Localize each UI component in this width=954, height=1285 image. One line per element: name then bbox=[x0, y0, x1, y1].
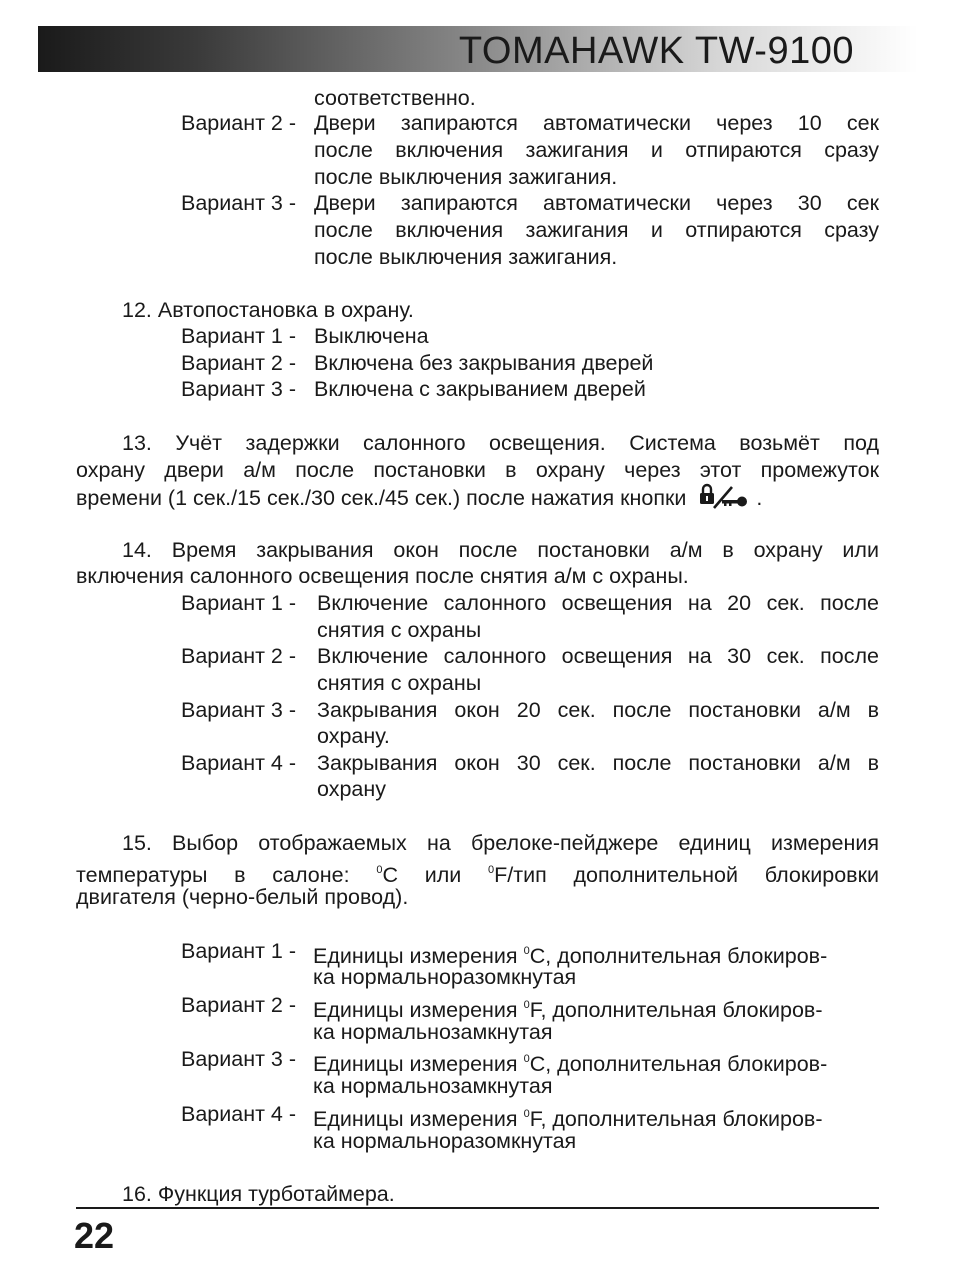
variant-text: снятия с охраны bbox=[317, 618, 482, 642]
variant-text: ка нормальнозамкнутая bbox=[313, 1074, 553, 1098]
variant-label: Вариант 4 - bbox=[181, 751, 297, 775]
variant-text: ка нормальнозамкнутая bbox=[313, 1020, 553, 1044]
paragraph-line: 14. Время закрывания окон после постановки а/м в охрану или bbox=[122, 538, 879, 562]
paragraph-text: . bbox=[756, 486, 763, 510]
variant-text-part: Единицы измерения bbox=[313, 998, 518, 1022]
variant-label: Вариант 1 - bbox=[181, 939, 297, 963]
variant-text: Включена без закрывания дверей bbox=[314, 351, 654, 375]
paragraph-line: включения салонного освещения после снятия а/м с охраны. bbox=[76, 564, 689, 588]
lock-key-button-icon bbox=[698, 483, 750, 516]
variant-text: охрану bbox=[317, 777, 387, 801]
variant-text: Включение салонного освещения на 30 сек. после bbox=[317, 644, 879, 668]
paragraph-line: 13. Учёт задержки салонного освещения. Система возьмёт под bbox=[122, 431, 879, 455]
variant-label: Вариант 1 - bbox=[181, 324, 297, 348]
degree-sign: 0 bbox=[523, 945, 530, 957]
variant-text: Закрывания окон 20 сек. после постановки а/м в bbox=[317, 698, 879, 722]
paragraph-line: охрану двери а/м после постановки в охрану через этот промежуток bbox=[76, 458, 879, 482]
variant-text: Двери запираются автоматически через 30 сек bbox=[314, 191, 879, 215]
footer-divider bbox=[76, 1207, 879, 1209]
paragraph-line: 15. Выбор отображаемых на брелоке-пейджере единиц измерения bbox=[122, 831, 879, 855]
variant-text: после выключения зажигания. bbox=[314, 245, 618, 269]
continuation-line: соответственно. bbox=[314, 86, 476, 110]
variant-label: Вариант 3 - bbox=[181, 1047, 297, 1071]
paragraph-line: двигателя (черно-белый провод). bbox=[76, 885, 409, 909]
variant-text: Включена с закрыванием дверей bbox=[314, 377, 646, 401]
section-heading: 12. Автопостановка в охрану. bbox=[122, 298, 414, 322]
variant-label: Вариант 2 - bbox=[181, 351, 297, 375]
variant-text: охрану. bbox=[317, 724, 390, 748]
variant-text-part: C, дополнительная блокиров- bbox=[529, 944, 828, 968]
variant-text-part: Единицы измерения bbox=[313, 1052, 518, 1076]
variant-text: снятия с охраны bbox=[317, 671, 482, 695]
variant-label: Вариант 3 - bbox=[181, 191, 297, 215]
variant-text: Закрывания окон 30 сек. после постановки а/м в bbox=[317, 751, 879, 775]
page-title: TOMAHAWK TW-9100 bbox=[458, 30, 854, 72]
degree-sign: 0 bbox=[376, 864, 383, 876]
paragraph-text: F/тип дополнительной блокировки bbox=[494, 863, 879, 887]
variant-text: после выключения зажигания. bbox=[314, 165, 618, 189]
variant-text: после включения зажигания и отпираются сразу bbox=[314, 138, 879, 162]
section-heading: 16. Функция турботаймера. bbox=[122, 1182, 395, 1206]
variant-label: Вариант 1 - bbox=[181, 591, 297, 615]
variant-text-part: F, дополнительная блокиров- bbox=[529, 998, 823, 1022]
variant-label: Вариант 3 - bbox=[181, 377, 297, 401]
variant-text-part: C, дополнительная блокиров- bbox=[529, 1052, 828, 1076]
degree-sign: 0 bbox=[523, 1053, 530, 1065]
variant-text: Выключена bbox=[314, 324, 429, 348]
variant-label: Вариант 2 - bbox=[181, 644, 297, 668]
paragraph-text: времени (1 сек./15 сек./30 сек./45 сек.) после нажатия кнопки bbox=[76, 486, 687, 510]
variant-text-part: Единицы измерения bbox=[313, 1107, 518, 1131]
variant-text: после включения зажигания и отпираются сразу bbox=[314, 218, 879, 242]
variant-label: Вариант 4 - bbox=[181, 1102, 297, 1126]
degree-sign: 0 bbox=[523, 1108, 530, 1120]
variant-label: Вариант 3 - bbox=[181, 698, 297, 722]
paragraph-text: температуры в салоне: bbox=[76, 863, 350, 887]
degree-sign: 0 bbox=[488, 864, 495, 876]
paragraph-line bbox=[76, 483, 762, 516]
variant-label: Вариант 2 - bbox=[181, 993, 297, 1017]
variant-text: Включение салонного освещения на 20 сек. после bbox=[317, 591, 879, 615]
paragraph-text: C или bbox=[382, 863, 462, 887]
degree-sign: 0 bbox=[523, 999, 530, 1011]
variant-text: Двери запираются автоматически через 10 сек bbox=[314, 111, 879, 135]
page-number: 22 bbox=[74, 1215, 115, 1256]
variant-label: Вариант 2 - bbox=[181, 111, 297, 135]
variant-text-part: Единицы измерения bbox=[313, 944, 518, 968]
variant-text: ка нормальноразомкнутая bbox=[313, 1129, 577, 1153]
variant-text-part: F, дополнительная блокиров- bbox=[529, 1107, 823, 1131]
variant-text: ка нормальноразомкнутая bbox=[313, 965, 577, 989]
